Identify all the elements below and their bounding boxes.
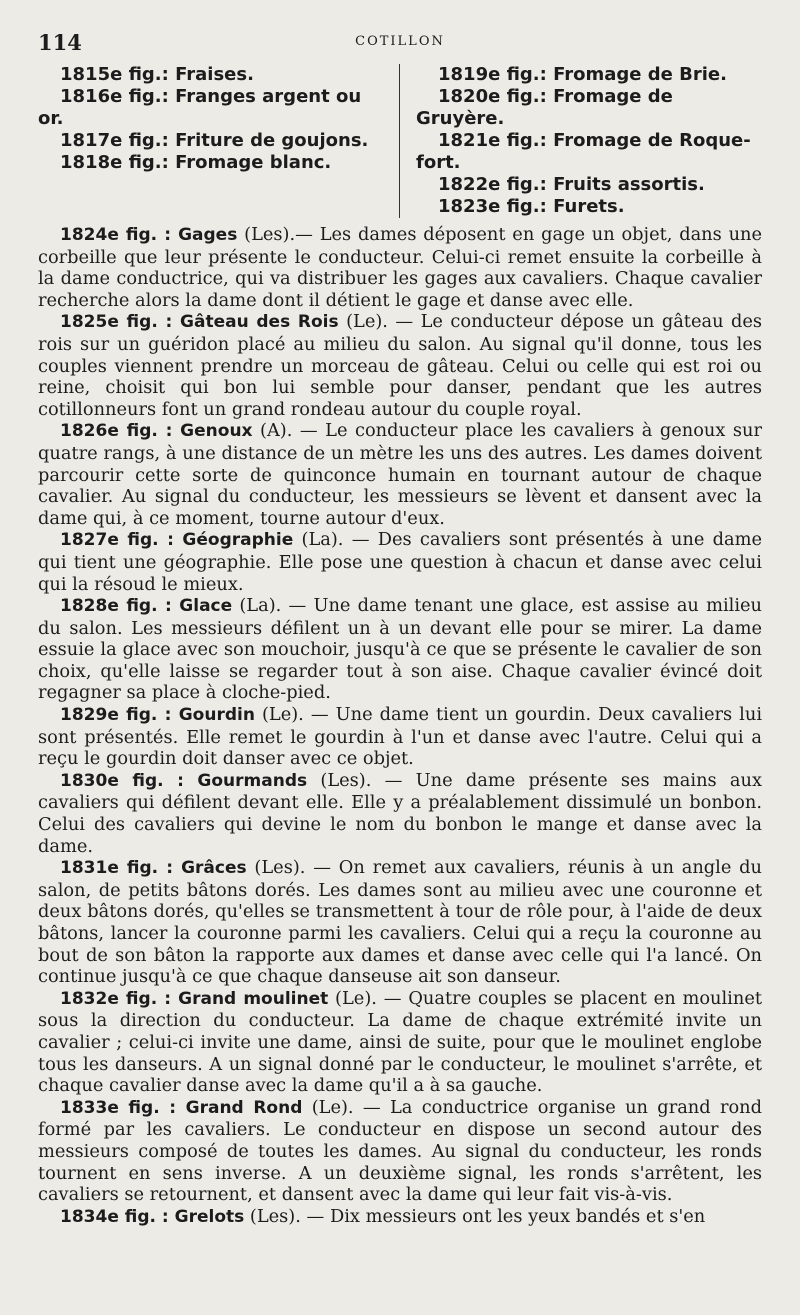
entry-text: (Les). — Dix messieurs ont les yeux bandés et s'en [244, 1205, 706, 1227]
entry-label: 1825e fig. : Gâteau des Rois [60, 312, 339, 333]
figure-list-columns [38, 64, 762, 218]
entry-label: 1824e fig. : Gages [60, 225, 238, 245]
entry-label: 1829e fig. : Gourdin [60, 705, 255, 726]
entry-label: 1828e fig. : Glace [60, 596, 233, 617]
figure-entry [38, 311, 762, 420]
running-title: COTILLON [355, 34, 445, 49]
figure-entry [38, 988, 762, 1097]
figure-item: 1818e fig.: Fromage blanc. [60, 152, 332, 173]
entry-text: (Le). — Le conducteur dépose un gâteau des rois sur un guéridon placé au milieu du salon. Au signal qu'il donne, tous les couples viennent prendre un morceau de gâteau. Celui ou celle qui est roi ou reine, choisit qui bon lui semble pour danser, pendant que les autres cotillonneurs font un grand rondeau autour du couple royal. [38, 311, 763, 420]
figure-entry [38, 1206, 762, 1229]
figure-entry [38, 704, 762, 770]
figure-entry [38, 857, 762, 988]
entry-text: (Les). — Une dame présente ses mains aux cavaliers qui défilent devant elle. Elle y a préalablement dissimulé un bonbon. Celui des cavaliers qui devine le nom du bonbon le mange et danse avec la dame. [38, 769, 762, 857]
figure-list-left [38, 64, 400, 218]
figure-entry [38, 595, 762, 704]
figure-entry [38, 1097, 762, 1206]
entry-label: 1826e fig. : Genoux [60, 421, 253, 442]
entry-text: (Les).— Les dames déposent en gage un objet, dans une corbeille que leur présente le conducteur. Celui-ci remet ensuite la corbeille à la dame conductrice, qui va distribuer les gages aux cavaliers. Chaque cavalier recherche alors la dame dont il détient le gage et danse avec elle. [38, 224, 762, 311]
figure-item: 1823e fig.: Furets. [438, 196, 625, 217]
entry-label: 1832e fig. : Grand moulinet [60, 988, 329, 1009]
figure-list-right [400, 64, 762, 218]
entry-label: 1833e fig. : Grand Rond [60, 1097, 303, 1118]
figure-item: 1820e fig.: Fromage de Gruyère. [416, 86, 673, 129]
entry-text: (Le). — Une dame tient un gourdin. Deux cavaliers lui sont présentés. Elle remet le gourdin à l'un et danse avec l'autre. Celui qui a reçu le gourdin doit danser avec ce objet. [38, 704, 762, 770]
entry-text: (Les). — On remet aux cavaliers, réunis à un angle du salon, de petits bâtons dorés. Les dames sont au milieu avec une couronne et deux bâtons dorés, qu'elles se transmettent à tour de rôle pour, à l'aide de deux bâtons, lancer la couronne parmi les cavaliers. Celui qui a reçu la couronne au bout de son bâton la rapporte aux dames et danse avec celle qui l'a lancé. On continue jusqu'à ce que chaque danseuse ait son danseur. [38, 857, 762, 988]
entry-label: 1834e fig. : Grelots [60, 1206, 245, 1227]
entry-text: (La). — Des cavaliers sont présentés à une dame qui tient une géographie. Elle pose une question à chacun et danse avec celui qui la résoud le mieux. [38, 529, 762, 595]
figure-item: 1815e fig.: Fraises. [60, 64, 254, 85]
figure-item: 1817e fig.: Friture de goujons. [60, 130, 369, 151]
figure-entry [38, 420, 762, 529]
entry-text: (A). — Le conducteur place les cavaliers à genoux sur quatre rangs, à une distance de un mètre les uns des autres. Les dames doivent parcourir cette sorte de quinconce humain en tournant autour de chaque cavalier. Au signal du conducteur, les messieurs se lèvent et dansent avec la dame qui, à ce moment, tourne autour d'eux. [38, 420, 762, 529]
entry-label: 1831e fig. : Grâces [60, 858, 247, 879]
page-number: 114 [38, 30, 82, 55]
figure-entry [38, 770, 762, 857]
figure-entry [38, 529, 762, 595]
entry-text: (Le). — Quatre couples se placent en moulinet sous la direction du conducteur. La dame de chaque extrémité invite un cavalier ; celui-ci invite une dame, ainsi de suite, pour que le moulinet englobe tous les danseurs. A un signal donné par le conducteur, le moulinet s'arrête, et chaque cavalier danse avec la dame qu'il a à sa gauche. [38, 987, 762, 1097]
figure-item: 1816e fig.: Franges argent ou [60, 86, 362, 107]
entry-label: 1830e fig. : Gourmands [60, 770, 308, 791]
entry-label: 1827e fig. : Géographie [60, 530, 294, 551]
figure-item: 1819e fig.: Fromage de Brie. [438, 64, 727, 85]
page-header [38, 26, 762, 60]
figure-entry [38, 224, 762, 311]
figure-descriptions [38, 224, 762, 1228]
entry-text: (Le). — La conductrice organise un grand rond formé par les cavaliers. Le conducteur en dispose un second autour des messieurs composé de toutes les dames. Au signal du conducteur, les ronds tournent en sens inverse. A un deuxième signal, les ronds s'arrêtent, les cavaliers se retournent, et dansent avec la dame qui leur fait vis-à-vis. [38, 1096, 762, 1206]
entry-text: (La). — Une dame tenant une glace, est assise au milieu du salon. Les messieurs défilent un à un devant elle pour se mirer. La dame essuie la glace avec son mouchoir, jusqu'à ce que se présente le cavalier de son choix, qu'elle laisse se regarder tout à son aise. Chaque cavalier évincé doit regagner sa place à cloche-pied. [38, 595, 762, 704]
figure-item-continuation: or. [38, 108, 64, 129]
figure-item: 1821e fig.: Fromage de Roque- [438, 130, 751, 151]
figure-item-continuation: fort. [416, 152, 461, 173]
figure-item: 1822e fig.: Fruits assortis. [438, 174, 705, 195]
